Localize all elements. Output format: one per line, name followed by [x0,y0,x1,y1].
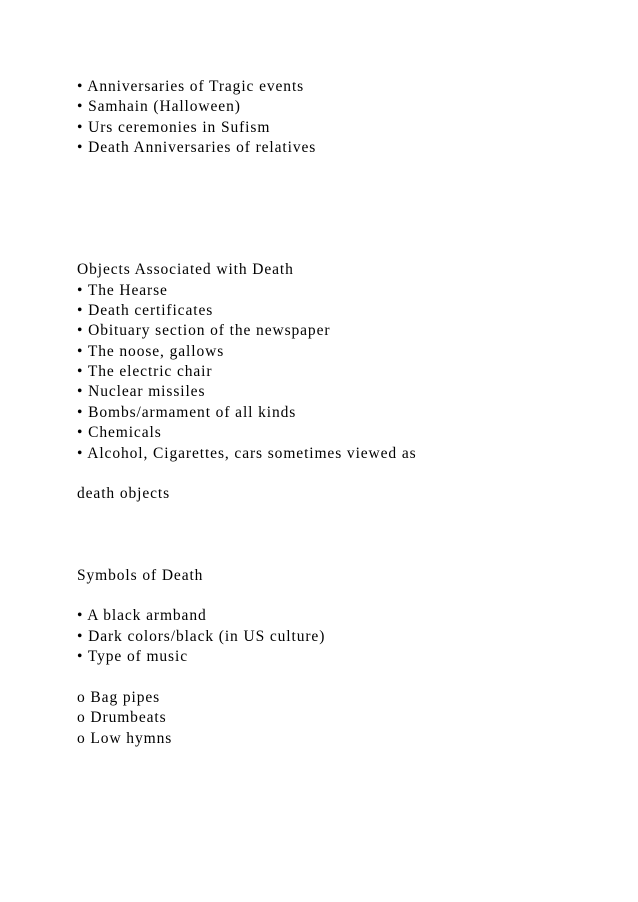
list-item: • Death Anniversaries of relatives [77,139,317,156]
list-item: • The Hearse [77,282,168,299]
list-item: • Samhain (Halloween) [77,98,241,115]
sub-list-item: o Bag pipes [77,689,161,706]
sub-list-item: o Low hymns [77,730,173,747]
list-item: • Anniversaries of Tragic events [77,78,305,95]
sub-list-item: o Drumbeats [77,709,167,726]
list-item: • Alcohol, Cigarettes, cars sometimes viewed as [77,445,417,462]
list-item: • Urs ceremonies in Sufism [77,119,271,136]
list-item: • The noose, gallows [77,343,225,360]
section-heading: Objects Associated with Death [77,261,294,278]
list-item: • Obituary section of the newspaper [77,322,331,339]
list-item: • Chemicals [77,424,162,441]
list-item: • Type of music [77,648,188,665]
list-item: • The electric chair [77,363,213,380]
list-item: • Death certificates [77,302,214,319]
list-item: • Bombs/armament of all kinds [77,404,297,421]
section-heading: Symbols of Death [77,567,204,584]
list-item: • A black armband [77,607,207,624]
list-item: • Nuclear missiles [77,383,206,400]
list-item: • Dark colors/black (in US culture) [77,628,326,645]
continuation-text: death objects [77,485,171,502]
